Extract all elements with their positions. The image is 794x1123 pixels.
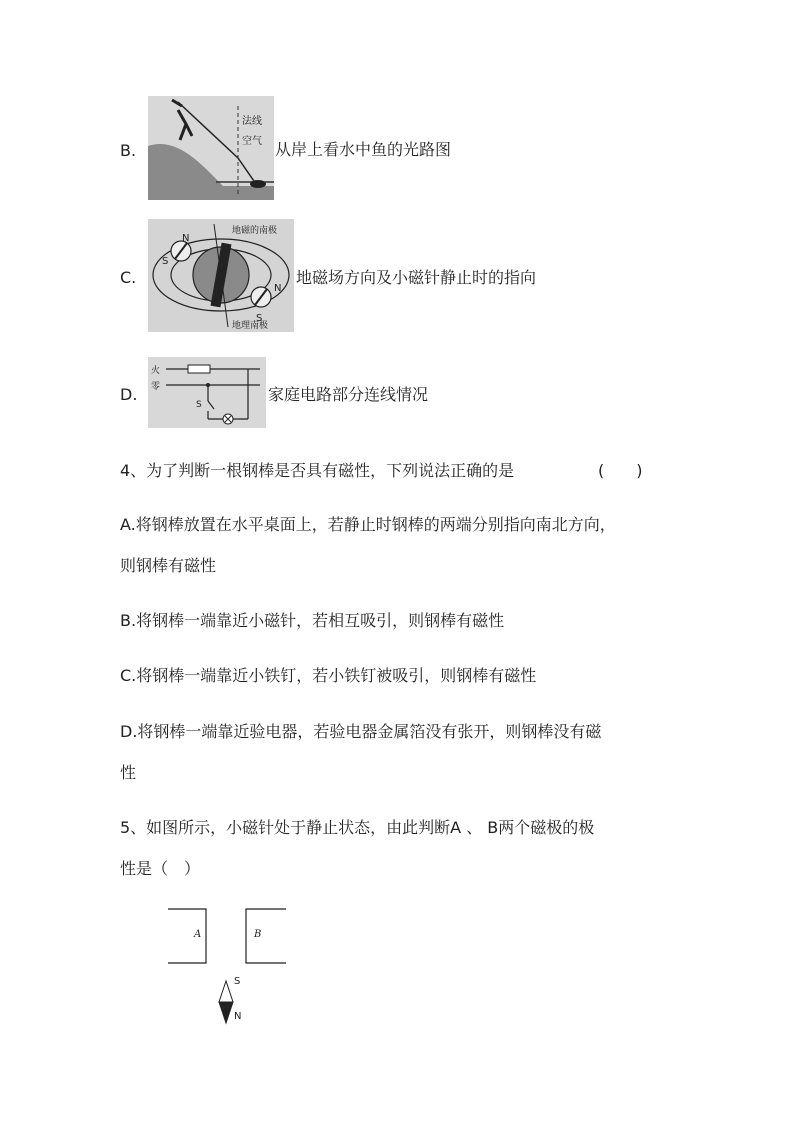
geomagnetic-figure [148,219,294,332]
q4-option-d-line2: 性 [120,763,137,782]
compass-n-label: N [182,233,190,244]
switch-label: S [196,400,202,410]
option-b-caption: 从岸上看水中鱼的光路图 [275,140,452,159]
geomagnetic-south-label: 地磁的南极 [232,226,278,236]
q5-stem-line2: 性是（ ） [120,859,201,878]
refraction-figure [148,96,274,200]
air-label: 空气 [242,136,262,147]
option-d-caption: 家庭电路部分连线情况 [268,385,429,404]
q4-answer-paren: ( ) [598,461,643,480]
live-wire-label: 火 [151,366,161,376]
q4-option-d-line1: D.将钢棒一端靠近验电器，若验电器金属箔没有张开，则钢棒没有磁 [120,722,602,741]
pole-a-label: A [194,929,202,940]
normal-label: 法线 [242,116,262,127]
option-c-caption: 地磁场方向及小磁针静止时的指向 [296,268,537,287]
compass-s-label-2: S [256,313,263,324]
neutral-wire-label: 零 [151,382,161,392]
compass-s-label: S [162,256,169,267]
q4-stem: 4、为了判断一根钢棒是否具有磁性，下列说法正确的是 [120,461,515,480]
q4-option-c: C.将钢棒一端靠近小铁钉，若小铁钉被吸引，则钢棒有磁性 [120,666,537,685]
q4-option-a-line2: 则钢棒有磁性 [120,556,217,575]
option-b-letter: B. [120,141,137,160]
option-d-letter: D. [120,385,138,404]
needle-s-label: S [234,976,241,987]
q4-option-a-line1: A.将钢棒放置在水平桌面上，若静止时钢棒的两端分别指向南北方向， [120,515,616,534]
needle-n-label: N [234,1011,242,1022]
household-circuit-figure [148,357,266,428]
q4-option-b: B.将钢棒一端靠近小磁针，若相互吸引，则钢棒有磁性 [120,611,505,630]
option-c-letter: C. [120,268,137,287]
compass-n-label-2: N [274,283,282,294]
geographic-south-label: 地理南极 [232,321,269,331]
pole-b-label: B [254,929,262,940]
magnet-poles-figure [160,905,292,1025]
q5-stem-line1: 5、如图所示，小磁针处于静止状态，由此判断A 、 B两个磁极的极 [120,818,595,837]
